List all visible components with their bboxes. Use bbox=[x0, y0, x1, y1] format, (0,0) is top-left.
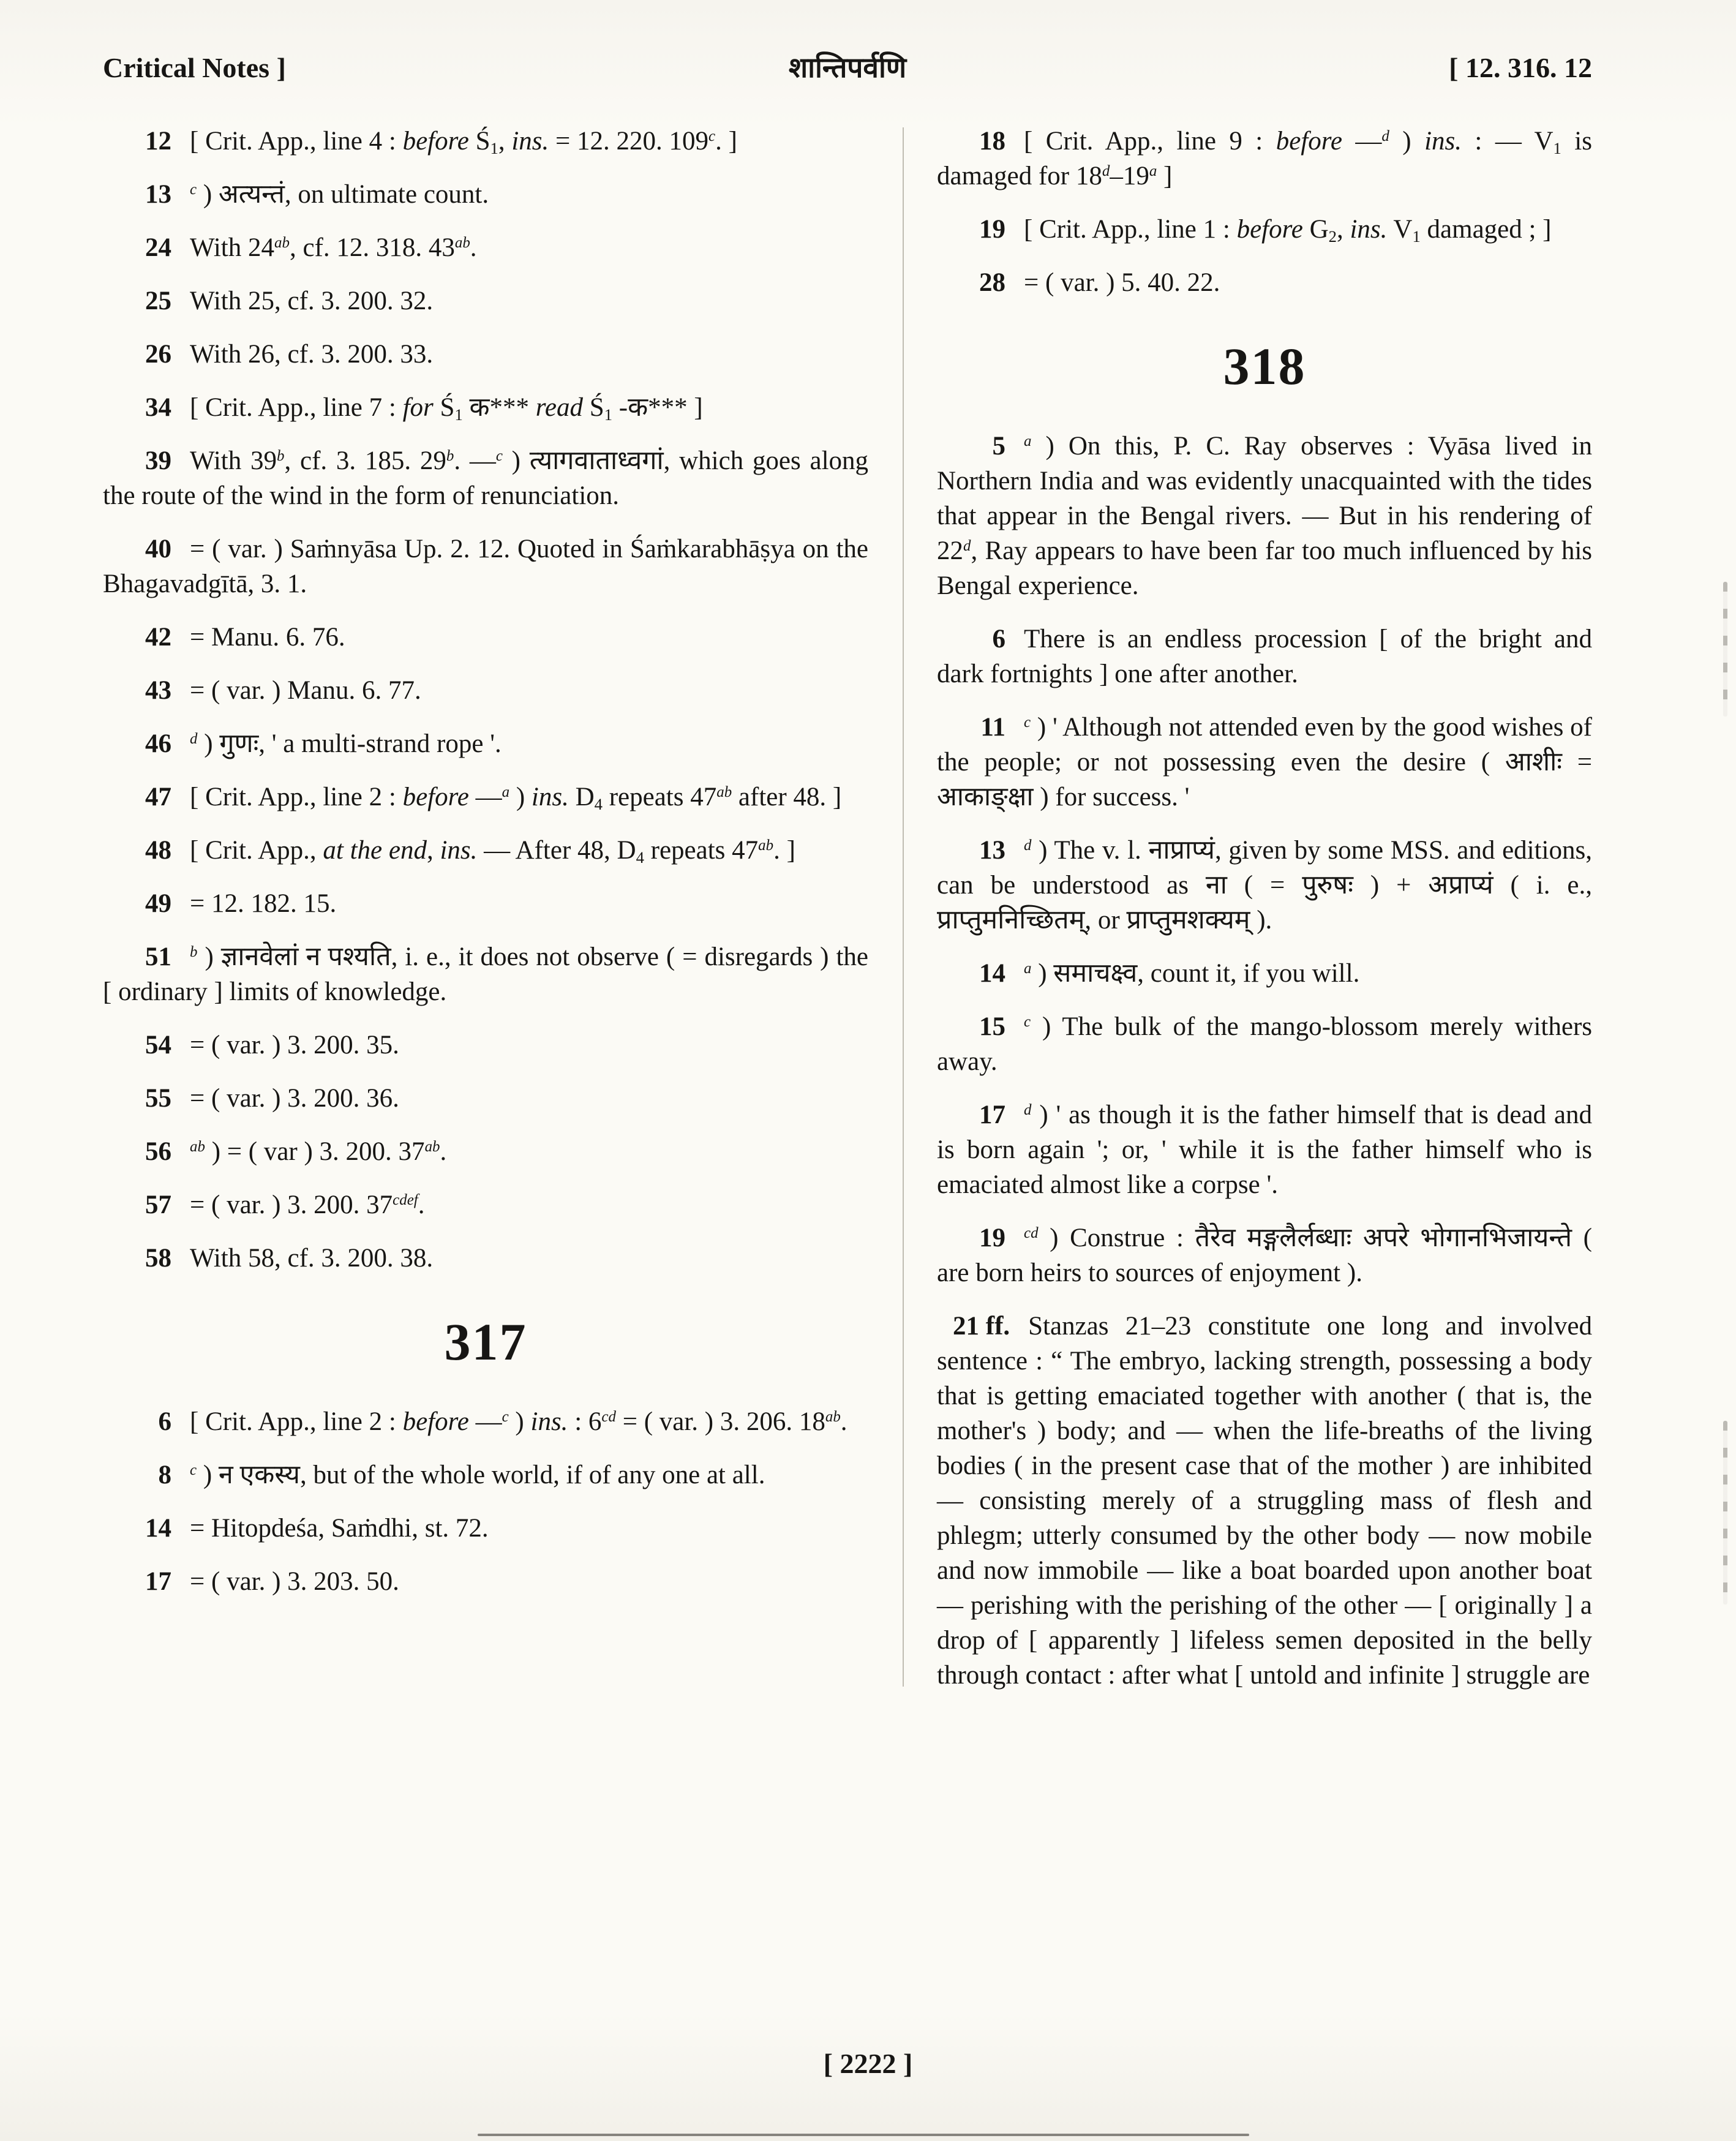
note-number: 40 bbox=[145, 535, 171, 563]
note-text-segment: 1 bbox=[604, 405, 613, 424]
note-item: 49 = 12. 182. 15. bbox=[103, 886, 868, 921]
note-text-segment: before bbox=[1236, 215, 1303, 244]
note-number: 24 bbox=[145, 233, 171, 262]
note-number: 14 bbox=[979, 959, 1005, 988]
note-text-segment: c bbox=[502, 1409, 509, 1426]
note-text-segment: 1 bbox=[490, 138, 498, 157]
note-text-segment: before bbox=[1276, 127, 1342, 156]
note-text-segment: read bbox=[535, 393, 584, 422]
note-item: 57 = ( var. ) 3. 200. $37^{cdef}$. bbox=[103, 1187, 868, 1222]
note-text-segment: c bbox=[190, 1462, 197, 1479]
note-item: 24 With $24^{ab}$, cf. 12. 318. $43^{ab}$. bbox=[103, 230, 868, 265]
section-heading-317: 317 bbox=[444, 1312, 527, 1371]
note-item: 56 $^{ab}$ ) = ( var ) 3. 200. $37^{ab}$. bbox=[103, 1134, 868, 1169]
note-text-segment: c bbox=[1024, 714, 1031, 731]
note-item: 54 = ( var. ) 3. 200. 35. bbox=[103, 1028, 868, 1063]
note-number: 5 bbox=[992, 432, 1005, 461]
note-text-segment: ins. bbox=[1350, 215, 1388, 244]
note-text-segment: ab bbox=[716, 784, 732, 801]
note-number: 47 bbox=[145, 783, 171, 811]
note-number: 19 bbox=[979, 1224, 1005, 1252]
page-number: [ 2222 ] bbox=[823, 2048, 913, 2079]
note-number: 17 bbox=[979, 1101, 1005, 1129]
note-number: 51 bbox=[145, 943, 171, 971]
note-text-segment: cd bbox=[1024, 1225, 1039, 1242]
note-text-segment: 2 bbox=[1328, 227, 1337, 246]
note-item: 6 [ Crit. App., line 2 : before —$^c$ ) ins. : $6^{cd}$ = ( var. ) 3. 206. $18^{ab}$. bbox=[103, 1404, 868, 1439]
note-text-segment: before bbox=[402, 783, 469, 811]
note-item: 8 $^c$ ) न एकस्य, but of the whole world, if of any one at all. bbox=[103, 1458, 868, 1492]
note-item: 58 With 58, cf. 3. 200. 38. bbox=[103, 1241, 868, 1276]
note-number: 39 bbox=[145, 446, 171, 475]
note-number: 13 bbox=[979, 836, 1005, 865]
note-item: 26 With 26, cf. 3. 200. 33. bbox=[103, 337, 868, 372]
note-item: 25 With 25, cf. 3. 200. 32. bbox=[103, 284, 868, 318]
note-text-segment: ins. bbox=[511, 127, 549, 156]
note-number: 11 bbox=[980, 713, 1005, 742]
note-text-segment: a bbox=[1149, 163, 1157, 180]
note-item: 39 With 39$^b$, cf. 3. 185. 29$^b$. —$^c$ ) त्यागवाताध्वगां, which goes along the route of the wind in the form of renunciation. bbox=[103, 443, 868, 513]
note-number: 34 bbox=[145, 393, 171, 422]
note-item: 48 [ Crit. App., at the end, ins. — After 48, D4 repeats $47^{ab}$. ] bbox=[103, 833, 868, 868]
note-item: 21 ff. Stanzas 21–23 constitute one long and involved sentence : “ The embryo, lacking strength, possessing a body that is getting emaciated together with another ( that is, the mother's ) body; and — when the life-breaths of the living bodies ( in the present case that of the mother ) are inhibited — consisting merely of a struggling mass of flesh and phlegm; utterly consumed by the other body — now mobile and now immobile — like a boat boarded upon another boat — perishing with the perishing of the other — [ originally ] a drop of [ apparently ] lifeless semen deposited in the belly through contact : after what [ untold and infinite ] struggle are bbox=[937, 1309, 1592, 1693]
note-text-segment: 1 bbox=[454, 405, 463, 424]
note-text-segment: b bbox=[446, 448, 454, 465]
note-text-segment: c bbox=[190, 181, 197, 198]
note-text-segment: a bbox=[1024, 960, 1032, 977]
note-text-segment: ins. bbox=[530, 1407, 568, 1436]
note-number: 6 bbox=[158, 1407, 171, 1436]
note-text-segment: a bbox=[1024, 433, 1032, 450]
note-text-segment: ins. bbox=[1424, 127, 1462, 156]
note-number: 18 bbox=[979, 127, 1005, 156]
note-text-segment: 1 bbox=[1553, 138, 1561, 157]
note-number: 15 bbox=[979, 1012, 1005, 1041]
running-title-left: Critical Notes ] bbox=[103, 52, 286, 83]
scan-edge-artifact bbox=[1723, 582, 1727, 717]
note-number: 58 bbox=[145, 1244, 171, 1273]
note-number: 21 ff. bbox=[953, 1312, 1010, 1341]
note-number: 46 bbox=[145, 729, 171, 758]
note-item: 51 $^b$ ) ज्ञानवेलां न पश्यति, i. e., it does not observe ( = disregards ) the [ ordinary ] limits of knowledge. bbox=[103, 939, 868, 1009]
note-text-segment: 1 bbox=[1412, 227, 1421, 246]
note-number: 54 bbox=[145, 1031, 171, 1059]
scan-bottom-artifact bbox=[478, 2134, 1249, 2136]
note-item: 13 $^d$ ) The v. l. नाप्राप्यं, given by some MSS. and editions, can be understood as ना ( = पुरुषः ) + अप्राप्यं ( i. e., प्राप्तुमनिच्छितम्, or प्राप्तुमशक्यम् ). bbox=[937, 833, 1592, 938]
note-number: 42 bbox=[145, 623, 171, 652]
note-number: 19 bbox=[979, 215, 1005, 244]
note-number: 43 bbox=[145, 676, 171, 705]
note-text-segment: cd bbox=[601, 1409, 616, 1426]
note-text-segment: at the end bbox=[323, 836, 427, 865]
note-item: 19 $^{cd}$ ) Construe : तैरेव मङ्गलैर्लब्धाः अपरे भोगानभिजायन्ते ( are born heirs to sources of enjoyment ). bbox=[937, 1221, 1592, 1290]
note-text-segment: ab bbox=[274, 235, 290, 252]
note-item: 14 = Hitopdeśa, Saṁdhi, st. 72. bbox=[103, 1511, 868, 1546]
note-number: 55 bbox=[145, 1084, 171, 1113]
note-text-segment: ab bbox=[190, 1138, 205, 1156]
running-title-right: [ 12. 316. 12 bbox=[1449, 52, 1592, 83]
note-number: 8 bbox=[158, 1461, 171, 1489]
running-header bbox=[103, 48, 1592, 86]
note-text-segment: before bbox=[402, 1407, 469, 1436]
note-number: 14 bbox=[145, 1514, 171, 1543]
note-text-segment: ab bbox=[424, 1138, 440, 1156]
note-text-segment: d bbox=[1024, 837, 1032, 854]
note-item: 17 = ( var. ) 3. 203. 50. bbox=[103, 1564, 868, 1599]
note-text-segment: ab bbox=[758, 837, 774, 854]
note-number: 13 bbox=[145, 180, 171, 209]
note-item: 17 $^d$ ) ' as though it is the father himself that is dead and is born again '; or, ' while it is the father himself who is emaciated almost like a corpse '. bbox=[937, 1097, 1592, 1202]
note-item: 15 $^c$ ) The bulk of the mango-blossom merely withers away. bbox=[937, 1009, 1592, 1079]
note-item: 13 $^c$ ) अत्यन्तं, on ultimate count. bbox=[103, 177, 868, 212]
scan-edge-artifact bbox=[1723, 1421, 1727, 1605]
note-text-segment: cdef bbox=[393, 1192, 418, 1209]
note-text-segment: c bbox=[1024, 1014, 1031, 1031]
note-number: 28 bbox=[979, 268, 1005, 297]
note-item: 40 = ( var. ) Saṁnyāsa Up. 2. 12. Quoted in Śaṁkarabhāṣya on the Bhagavadgītā, 3. 1. bbox=[103, 532, 868, 601]
note-text-segment: a bbox=[502, 784, 510, 801]
note-text-segment: before bbox=[402, 127, 469, 156]
running-title-center: शान्तिपर्वणि bbox=[788, 52, 907, 83]
note-number: 48 bbox=[145, 836, 171, 865]
note-item: 6 There is an endless procession [ of the bright and dark fortnights ] one after another. bbox=[937, 622, 1592, 691]
note-text-segment: ab bbox=[454, 235, 470, 252]
note-item: 19 [ Crit. App., line 1 : before G2, ins. V1 damaged ; ] bbox=[937, 212, 1592, 247]
note-item: 42 = Manu. 6. 76. bbox=[103, 620, 868, 655]
note-number: 6 bbox=[992, 625, 1005, 653]
note-text-segment: d bbox=[190, 731, 198, 748]
note-number: 56 bbox=[145, 1137, 171, 1166]
section-heading-318: 318 bbox=[1223, 337, 1306, 396]
note-text-segment: c bbox=[495, 448, 503, 465]
note-number: 57 bbox=[145, 1191, 171, 1219]
note-item: 11 $^c$ ) ' Although not attended even by the good wishes of the people; or not possessing even the desire ( आशीः = आकाङ्क्षा ) for success. ' bbox=[937, 710, 1592, 815]
note-text-segment: d bbox=[963, 538, 971, 555]
note-number: 25 bbox=[145, 287, 171, 315]
note-item: 12 [ Crit. App., line 4 : before Ś1, ins. = 12. 220. 109$^c$. ] bbox=[103, 124, 868, 159]
left-column bbox=[103, 124, 868, 1711]
two-column-body bbox=[103, 124, 1592, 1711]
note-number: 17 bbox=[145, 1567, 171, 1596]
note-text-segment: ins. bbox=[531, 783, 569, 811]
note-item: 5 $^a$ ) On this, P. C. Ray observes : Vyāsa lived in Northern India and was evidently unacquainted with the tides that appear in the Bengal rivers. — But in his rendering of 22$^d$, Ray appears to have been far too much influenced by his Bengal experience. bbox=[937, 429, 1592, 603]
note-text-segment: ins. bbox=[440, 836, 478, 865]
right-column bbox=[937, 124, 1592, 1711]
note-text-segment: for bbox=[402, 393, 434, 422]
note-item: 46 $^d$ ) गुणः, ' a multi-strand rope '. bbox=[103, 726, 868, 761]
note-item: 18 [ Crit. App., line 9 : before —$^d$ ) ins. : — V1 is damaged for 18$^d$–19$^a$ ] bbox=[937, 124, 1592, 194]
note-text-segment: 4 bbox=[636, 848, 644, 867]
note-text-segment: d bbox=[1024, 1102, 1032, 1119]
note-item: 55 = ( var. ) 3. 200. 36. bbox=[103, 1081, 868, 1116]
note-number: 12 bbox=[145, 127, 171, 156]
note-item: 28 = ( var. ) 5. 40. 22. bbox=[937, 265, 1592, 300]
note-text-segment: b bbox=[190, 944, 198, 961]
note-item: 47 [ Crit. App., line 2 : before —$^a$ ) ins. D4 repeats $47^{ab}$ after 48. ] bbox=[103, 780, 868, 815]
note-text-segment: d bbox=[1381, 128, 1389, 145]
note-text-segment: 4 bbox=[594, 794, 603, 813]
note-text-segment: ab bbox=[825, 1409, 841, 1426]
note-number: 49 bbox=[145, 889, 171, 918]
note-item: 34 [ Crit. App., line 7 : for Ś1 क*** read Ś1 -क*** ] bbox=[103, 390, 868, 425]
note-text-segment: c bbox=[708, 128, 716, 145]
note-number: 26 bbox=[145, 340, 171, 369]
note-item: 14 $^a$ ) समाचक्ष्व, count it, if you will. bbox=[937, 956, 1592, 991]
note-text-segment: d bbox=[1102, 163, 1110, 180]
column-divider bbox=[903, 127, 904, 1687]
note-item: 43 = ( var. ) Manu. 6. 77. bbox=[103, 673, 868, 708]
note-text-segment: b bbox=[277, 448, 285, 465]
